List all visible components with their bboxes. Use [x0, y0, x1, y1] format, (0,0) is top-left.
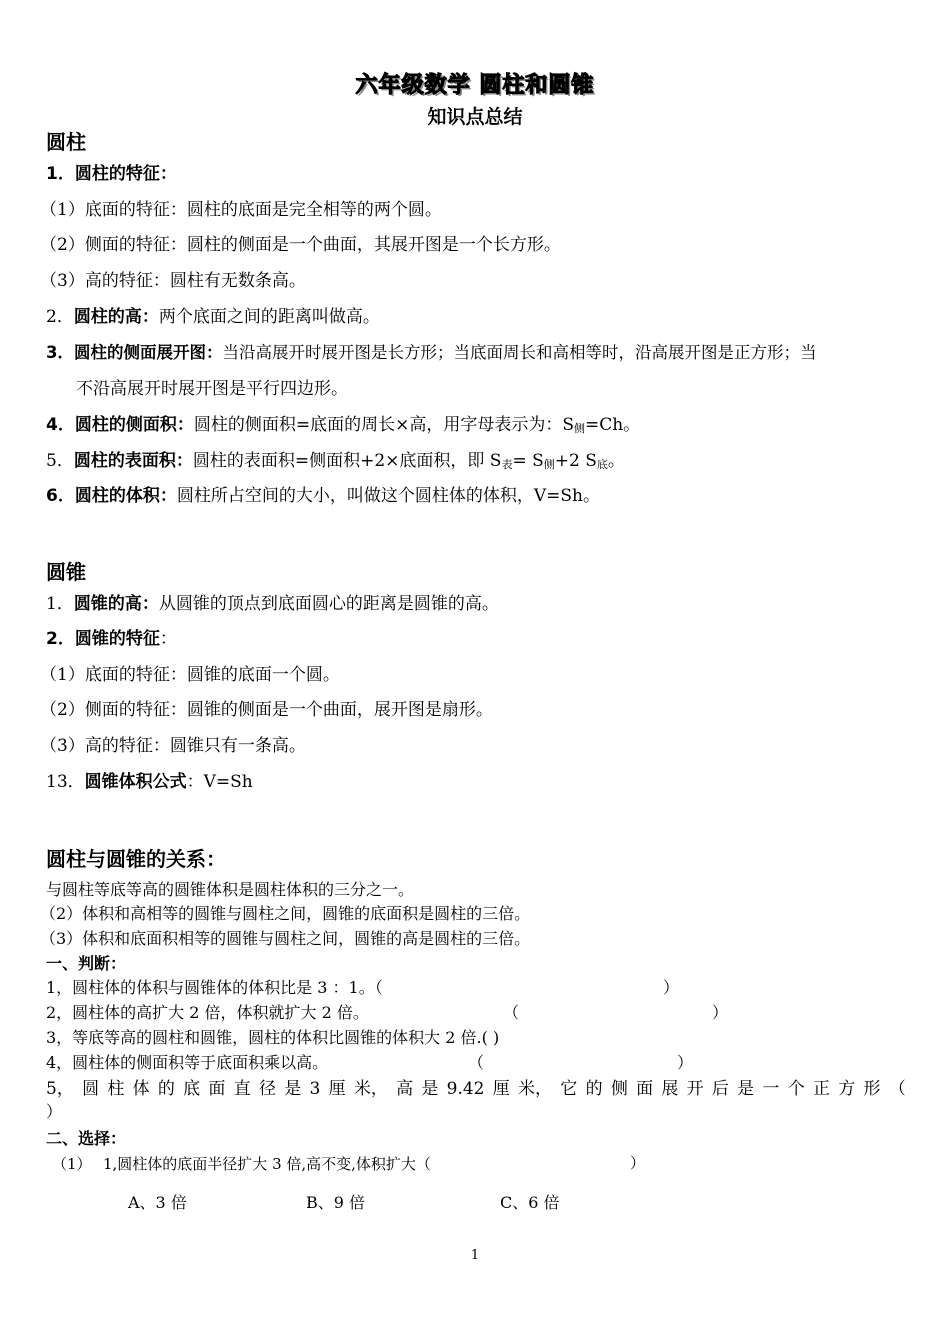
- q5-word: 方: [838, 1079, 856, 1099]
- q5-word: 9.42: [446, 1079, 485, 1099]
- cylinder-item-1a: （1）底面的特征：圆柱的底面是完全相等的两个圆。: [40, 200, 442, 220]
- q5-word: 个: [787, 1079, 805, 1099]
- q5-word: 正: [812, 1079, 830, 1099]
- q5-word: 形: [863, 1079, 881, 1099]
- q5-word: 径: [258, 1079, 276, 1099]
- q5-word: 3: [309, 1079, 321, 1099]
- item-colon: ：: [159, 164, 177, 184]
- judge-heading: 一、判断：: [46, 954, 127, 973]
- relation-line-3: （3）体积和底面积相等的圆锥与圆柱之间，圆锥的高是圆柱的三倍。: [40, 929, 531, 948]
- item-number: 2．: [46, 307, 74, 327]
- q5-word: 5，: [46, 1079, 74, 1099]
- choice-q1-close-paren: ）: [630, 1154, 646, 1172]
- item-number: 2．: [46, 629, 75, 649]
- cylinder-item-3: [46, 341, 816, 365]
- item-bold-label: 圆柱的侧面积：: [74, 415, 194, 435]
- judge-q4-open-paren: （: [468, 1053, 485, 1072]
- cylinder-item-2: [46, 305, 380, 329]
- q5-word: 柱: [107, 1079, 125, 1099]
- judge-q1-close-paren: ）: [663, 978, 680, 997]
- item-number: 3．: [46, 343, 74, 362]
- q5-word: 它: [560, 1079, 578, 1099]
- subscript: 表: [501, 458, 513, 471]
- q5-word: 厘: [328, 1079, 346, 1099]
- q5-word: 侧: [610, 1079, 628, 1099]
- item-bold-label: 圆柱的特征: [74, 164, 160, 184]
- cylinder-item-6: [46, 484, 600, 508]
- q5-word: 厘: [492, 1079, 510, 1099]
- cone-heading: 圆锥: [46, 560, 86, 584]
- q5-word: 的: [157, 1079, 175, 1099]
- judge-q2: 2，圆柱体的高扩大 2 倍，体积就扩大 2 倍。: [46, 1003, 369, 1022]
- document-title: 六年级数学 圆柱和圆锥: [355, 73, 595, 98]
- item-bold-label: 圆柱的高：: [73, 307, 159, 327]
- q5-word: 后: [711, 1079, 729, 1099]
- item-bold-label: 圆柱的侧面展开图：: [73, 343, 223, 362]
- page-number: 1: [470, 1248, 480, 1263]
- choice-q1-text: 1,圆柱体的底面半径扩大 3 倍,高不变,体积扩大（: [103, 1155, 431, 1173]
- choice-option-c: C、6 倍: [500, 1193, 560, 1212]
- item-number: 13．: [46, 772, 85, 792]
- q5-word: 体: [132, 1079, 150, 1099]
- q5-word: 是: [284, 1079, 302, 1099]
- q5-word: 一: [762, 1079, 780, 1099]
- q5-word: 的: [585, 1079, 603, 1099]
- cone-item-2a: （1）底面的特征：圆锥的底面一个圆。: [40, 665, 340, 685]
- cylinder-item-3-cont: 不沿高展开时展开图是平行四边形。: [76, 379, 348, 399]
- item-number: 1．: [46, 594, 74, 614]
- item-number: 4．: [46, 415, 75, 435]
- relation-line-1: 与圆柱等底等高的圆锥体积是圆柱体积的三分之一。: [46, 880, 415, 899]
- q5-word: 面: [636, 1079, 654, 1099]
- judge-q4: 4，圆柱体的侧面积等于底面积乘以高。: [46, 1053, 329, 1072]
- item-text: 两个底面之间的距离叫做高。: [158, 307, 380, 327]
- item-text: 圆柱所占空间的大小，叫做这个圆柱体的体积，V=Sh。: [176, 486, 600, 506]
- choice-heading: 二、选择：: [46, 1129, 127, 1148]
- relation-line-2: （2）体积和高相等的圆锥与圆柱之间，圆锥的底面积是圆柱的三倍。: [40, 904, 531, 923]
- item-bold-label: 圆锥的高：: [73, 594, 159, 614]
- cylinder-heading: 圆柱: [46, 130, 86, 154]
- cylinder-item-4: [46, 413, 640, 441]
- cone-item-2b: （2）侧面的特征：圆锥的侧面是一个曲面，展开图是扇形。: [40, 700, 493, 720]
- document-subtitle: 知识点总结: [427, 106, 523, 128]
- cone-item-3: [46, 770, 253, 794]
- q5-word: 展: [661, 1079, 679, 1099]
- judge-q5-close-paren: ）: [46, 1102, 63, 1121]
- subscript: 底: [596, 458, 608, 471]
- item-bold-label: 圆锥体积公式: [84, 772, 187, 792]
- relation-heading: 圆柱与圆锥的关系：: [46, 847, 226, 871]
- item-number: 5．: [46, 451, 74, 471]
- judge-q5: [46, 1077, 906, 1101]
- item-text: = S: [512, 451, 544, 471]
- item-colon: ：: [159, 629, 177, 649]
- item-bold-label: 圆锥的特征: [74, 629, 160, 649]
- q5-word: 米，: [518, 1079, 553, 1099]
- judge-q2-close-paren: ）: [712, 1003, 729, 1022]
- subscript: 侧: [543, 458, 555, 471]
- cylinder-item-1: [46, 162, 177, 186]
- cylinder-item-5: [46, 449, 625, 477]
- subscript: 侧: [573, 422, 585, 435]
- q5-word: 底: [183, 1079, 201, 1099]
- cone-item-2: [46, 627, 177, 651]
- judge-q1: 1，圆柱体的体积与圆锥体的体积比是 3 ：1。（: [46, 978, 383, 997]
- q5-word: 面: [208, 1079, 226, 1099]
- item-text-tail: =Ch。: [584, 415, 641, 435]
- q5-word: 是: [421, 1079, 439, 1099]
- item-bold-label: 圆柱的体积：: [74, 486, 177, 506]
- item-text: 圆柱的侧面积=底面的周长×高，用字母表示为：S: [193, 415, 574, 435]
- q5-word: 是: [737, 1079, 755, 1099]
- judge-q3: 3，等底等高的圆柱和圆锥，圆柱的体积比圆锥的体积大 2 倍.( ): [46, 1028, 500, 1047]
- item-text: 当沿高展开时展开图是长方形；当底面周长和高相等时，沿高展开图是正方形；当: [222, 343, 817, 362]
- item-bold-label: 圆柱的表面积：: [73, 451, 193, 471]
- choice-option-b: B、9 倍: [306, 1193, 366, 1212]
- cone-item-2c: （3）高的特征：圆锥只有一条高。: [40, 736, 306, 756]
- item-text: +2 S: [554, 451, 597, 471]
- judge-q2-open-paren: （: [503, 1003, 520, 1022]
- item-number: 6．: [46, 486, 75, 506]
- q5-word: （: [888, 1079, 906, 1099]
- judge-q4-close-paren: ）: [677, 1053, 694, 1072]
- q5-word: 米，: [353, 1079, 388, 1099]
- cylinder-item-1c: （3）高的特征：圆柱有无数条高。: [40, 271, 306, 291]
- item-number: 1．: [46, 164, 75, 184]
- q5-word: 开: [686, 1079, 704, 1099]
- choice-option-a: A、3 倍: [128, 1193, 187, 1212]
- item-text: 圆柱的表面积=侧面积+2×底面积，即 S: [192, 451, 502, 471]
- q5-word: 圆: [82, 1079, 100, 1099]
- choice-q1-number: （1）: [52, 1155, 92, 1173]
- q5-word: 高: [396, 1079, 414, 1099]
- cone-item-1: [46, 592, 499, 616]
- item-text: ：V=Sh: [186, 772, 253, 792]
- q5-word: 直: [233, 1079, 251, 1099]
- cylinder-item-1b: （2）侧面的特征：圆柱的侧面是一个曲面，其展开图是一个长方形。: [40, 235, 561, 255]
- item-text: 从圆锥的顶点到底面圆心的距离是圆锥的高。: [158, 594, 499, 614]
- item-text-tail: 。: [607, 451, 625, 471]
